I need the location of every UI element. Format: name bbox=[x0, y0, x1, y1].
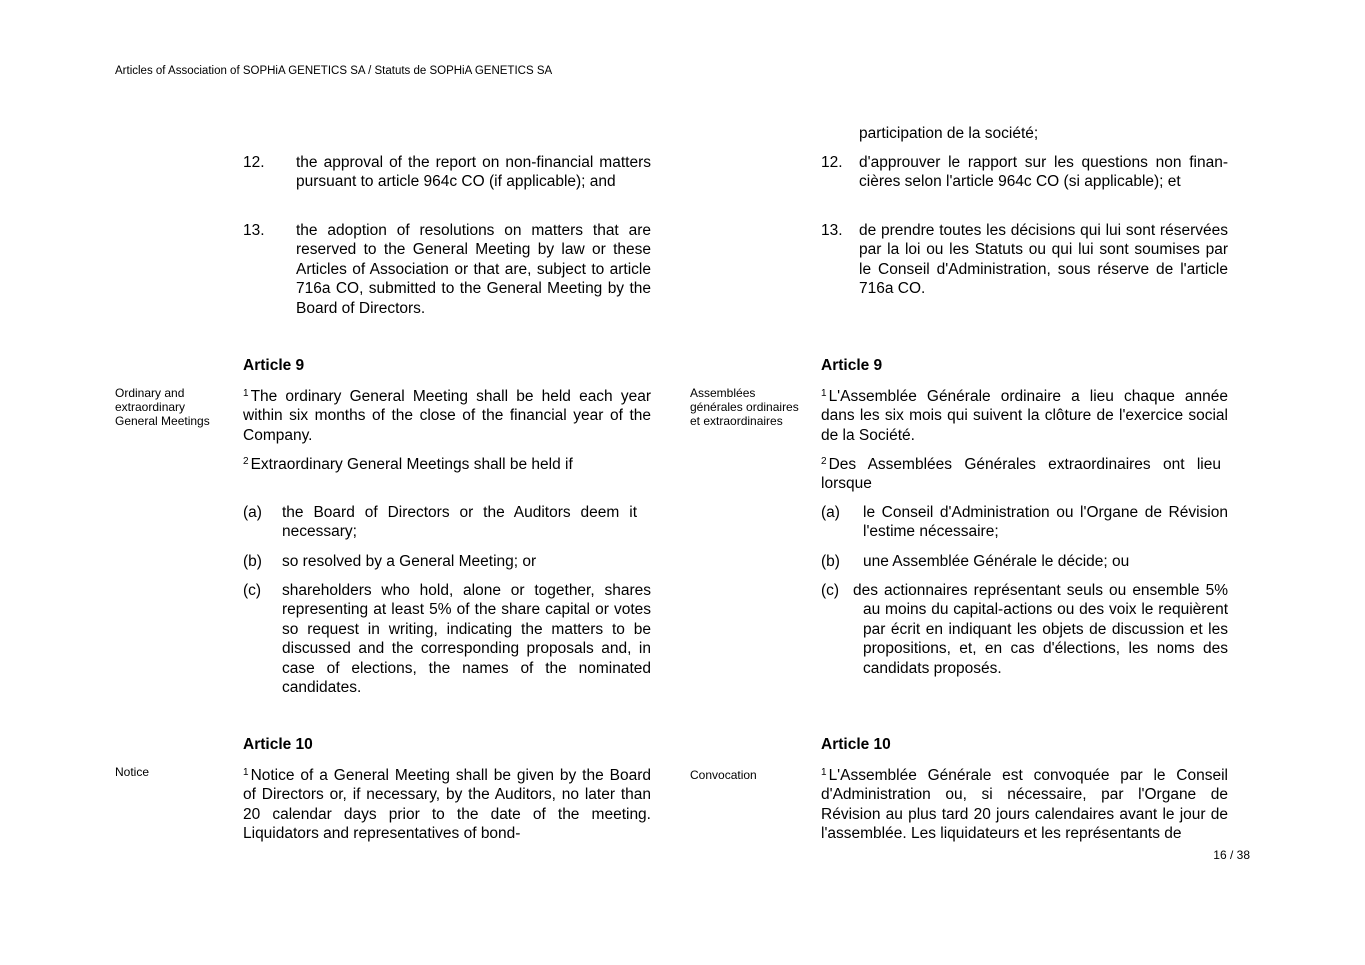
item-text: the adoption of resolutions on matters that are reserved to the General Meeting by law or these Articles of Association or that are, subject to article 716a CO, submitted to the General Meeting by the Board of Directors. bbox=[296, 222, 651, 317]
item-number: 12. bbox=[243, 154, 265, 171]
item-text: shareholders who hold, alone or together, shares representing at least 5% of the share capital or votes so request in writing, indicating the matters to be discussed and the corresponding proposals and, in case of elections, the names of the nominated candidates. bbox=[282, 582, 651, 697]
item-number: 12. bbox=[821, 154, 843, 171]
item-text: de prendre toutes les décisions qui lui sont réservées par la loi ou les Statuts ou qui lui sont soumises par le Conseil d'Administration, sous réserve de l'article 716a CO. bbox=[859, 222, 1228, 298]
item-text: des actionnaires représentant seuls ou ensemble 5% au moins du capital-actions ou des voix le requièrent par écrit en indiquant les objets de discussion et les propositions, et, en cas d'élections, les noms des candidats proposés. bbox=[853, 582, 1228, 677]
page-number: 16 / 38 bbox=[1213, 848, 1250, 862]
footnote-marker: 1 bbox=[821, 388, 827, 399]
article-9-paragraph-1-en: $^1$ The ordinary General Meeting shall be held each year within six months of the close of the financial year of the Company. bbox=[243, 388, 651, 444]
article-10-paragraph-1-en: $^1$ Notice of a General Meeting shall be given by the Board of Directors or, if necessary, by the Auditors, no later than 20 calendar days prior to the date of the meeting. Liquidators and representatives of bond- bbox=[243, 767, 651, 843]
item-text: so resolved by a General Meeting; or bbox=[282, 553, 537, 570]
item-number: (b) bbox=[821, 553, 840, 570]
margin-note-ordinary-meetings: Ordinary and extraordinary General Meetings bbox=[115, 386, 210, 428]
footnote-marker: 1 bbox=[243, 388, 249, 399]
margin-note-convocation: Convocation bbox=[690, 768, 757, 782]
article-9-paragraph-1-fr: $^1$ L'Assemblée Générale ordinaire a lieu chaque année dans les six mois qui suivent la clôture de l'exercice social de la Société. bbox=[821, 388, 1228, 444]
margin-note-notice: Notice bbox=[115, 765, 150, 779]
article-9-paragraph-2-fr: $^2$ Des Assemblées Générales extraordinaires ont lieu lorsque bbox=[821, 456, 1221, 493]
item-text: une Assemblée Générale le décide; ou bbox=[863, 553, 1130, 570]
footnote-marker: 1 bbox=[243, 767, 249, 778]
item-number: (b) bbox=[243, 553, 262, 570]
article-10-title-fr: Article 10 bbox=[821, 736, 891, 753]
item-number: (c) bbox=[821, 582, 840, 599]
item-number: (a) bbox=[821, 504, 840, 521]
margin-note-assemblees: Assemblées générales ordinaires et extraordinaires bbox=[690, 386, 799, 428]
item-number: (a) bbox=[243, 504, 262, 521]
carryover-text-fr: participation de la société; bbox=[859, 125, 1039, 142]
page-header: Articles of Association of SOPHiA GENETICS SA / Statuts de SOPHiA GENETICS SA bbox=[115, 65, 553, 77]
article-9-title-en: Article 9 bbox=[243, 357, 305, 374]
item-number: 13. bbox=[243, 222, 265, 239]
footnote-marker: 2 bbox=[821, 456, 827, 467]
article-9-paragraph-2-en: $^2$ Extraordinary General Meetings shall be held if bbox=[243, 456, 573, 473]
item-text: the Board of Directors or the Auditors deem it necessary; bbox=[282, 504, 637, 541]
article-10-paragraph-1-fr: $^1$ L'Assemblée Générale est convoquée par le Conseil d'Administration ou, si nécessaire, par l'Organe de Révision au plus tard 20 jours calendaires avant le jour de l'assemblée. Les liquidateurs et les représentants de bbox=[821, 767, 1228, 843]
footnote-marker: 2 bbox=[243, 456, 249, 467]
item-number: 13. bbox=[821, 222, 843, 239]
article-10-title-en: Article 10 bbox=[243, 736, 313, 753]
item-number: (c) bbox=[243, 582, 262, 599]
article-9-title-fr: Article 9 bbox=[821, 357, 883, 374]
item-text: d'approuver le rapport sur les questions non finan-cières selon l'article 964c CO (si applicable); et bbox=[859, 154, 1228, 191]
item-text: le Conseil d'Administration ou l'Organe de Révision l'estime nécessaire; bbox=[863, 504, 1228, 541]
item-text: the approval of the report on non-financial matters pursuant to article 964c CO (if applicable); and bbox=[296, 154, 651, 191]
footnote-marker: 1 bbox=[821, 767, 827, 778]
